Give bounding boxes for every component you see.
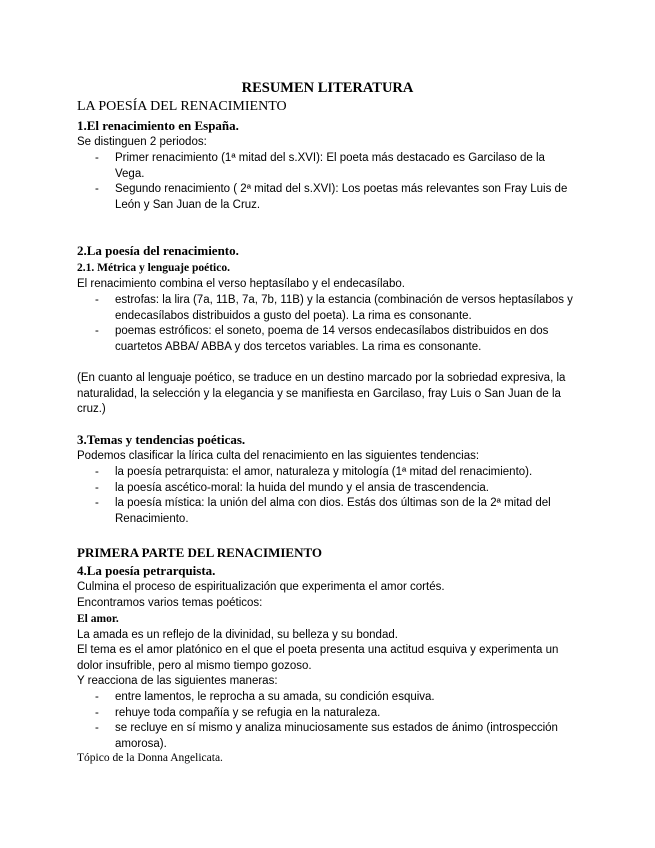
section-1-heading: 1.El renacimiento en España. [77, 118, 239, 133]
list-item-text: Segundo renacimiento ( 2ª mitad del s.XVI): Los poetas más relevantes son Fray Luis de León y San Juan de la Cruz. [115, 183, 568, 211]
list-item [0, 324, 575, 355]
amor-paragraph-2: El tema es el amor platónico en el que el poeta presenta una actitud esquiva y experimenta un dolor insufrible, pero al mismo tiempo gozoso. [77, 644, 559, 672]
list-item [0, 706, 575, 722]
list-item-text: Primer renacimiento (1ª mitad del s.XVI): El poeta más destacado es Garcilaso de la Vega. [115, 152, 545, 180]
list-item [0, 293, 575, 324]
section-2-1-heading: 2.1. Métrica y lenguaje poético. [77, 262, 230, 274]
section-2-intro: El renacimiento combina el verso heptasílabo y el endecasílabo. [77, 278, 405, 290]
dash-marker: - [95, 183, 99, 195]
list-item [0, 465, 575, 481]
list-item-text: se recluye en sí mismo y analiza minuciosamente sus estados de ánimo (introspección amorosa). [115, 722, 558, 750]
amor-paragraph-1: La amada es un reflejo de la divinidad, su belleza y su bondad. [77, 629, 398, 641]
dash-marker: - [95, 481, 99, 494]
topic-donna-angelicata: Tópico de la Donna Angelicata. [77, 752, 223, 764]
dash-marker: - [95, 466, 99, 478]
list-item [0, 481, 575, 497]
dash-marker: - [95, 152, 99, 164]
list-item [0, 182, 575, 213]
section-4-heading: 4.La poesía petrarquista. [77, 563, 216, 578]
list-item-text: la poesía ascético-moral: la huida del mundo y el ansia de trascendencia. [115, 481, 489, 494]
part-1-heading: PRIMERA PARTE DEL RENACIMIENTO [77, 545, 323, 560]
dash-marker: - [95, 706, 99, 719]
section-3-heading: 3.Temas y tendencias poéticas. [77, 432, 246, 447]
section-3-list [0, 465, 575, 527]
list-item-text: rehuye toda compañía y se refugia en la naturaleza. [115, 706, 381, 719]
dash-marker: - [95, 497, 99, 509]
list-item [0, 721, 575, 752]
main-heading: LA POESÍA DEL RENACIMIENTO [77, 99, 287, 114]
dash-marker: - [95, 325, 99, 337]
dash-marker: - [95, 691, 99, 703]
list-item-text: la poesía mística: la unión del alma con dios. Estás dos últimas son de la 2ª mitad del Renacimiento. [115, 497, 551, 525]
section-1-list [0, 151, 575, 213]
amor-heading: El amor. [77, 613, 119, 625]
section-2-heading: 2.La poesía del renacimiento. [77, 243, 239, 258]
list-item-text: la poesía petrarquista: el amor, naturaleza y mitología (1ª mitad del renacimiento). [115, 466, 533, 478]
amor-list [0, 690, 575, 752]
section-1-intro: Se distinguen 2 periodos: [77, 136, 207, 148]
section-4-line-2: Encontramos varios temas poéticos: [77, 597, 263, 609]
amor-paragraph-3: Y reacciona de las siguientes maneras: [77, 675, 278, 687]
list-item-text: poemas estróficos: el soneto, poema de 14 versos endecasílabos distribuidos en dos cuartetos ABBA/ ABBA y dos tercetos variables. La rima es consonante. [115, 325, 549, 353]
list-item-text: estrofas: la lira (7a, 11B, 7a, 7b, 11B) y la estancia (combinación de versos heptasílabos y endecasílabos distribuidos a gusto del poeta). La rima es consonante. [115, 294, 573, 322]
section-2-note: (En cuanto al lenguaje poético, se traduce en un destino marcado por la sobriedad expresiva, la naturalidad, la selección y la elegancia y se manifiesta en Garcilaso, fray Luis o San Juan de la cruz.) [77, 372, 566, 415]
list-item [0, 151, 575, 182]
list-item-text: entre lamentos, le reprocha a su amada, su condición esquiva. [115, 691, 435, 703]
list-item [0, 496, 575, 527]
dash-marker: - [95, 722, 99, 734]
section-2-list [0, 293, 575, 355]
section-3-intro: Podemos clasificar la lírica culta del renacimiento en las siguientes tendencias: [77, 450, 480, 462]
document-title: RESUMEN LITERATURA [241, 80, 414, 96]
dash-marker: - [95, 294, 99, 306]
section-4-line-1: Culmina el proceso de espiritualización que experimenta el amor cortés. [77, 581, 445, 593]
list-item [0, 690, 575, 706]
